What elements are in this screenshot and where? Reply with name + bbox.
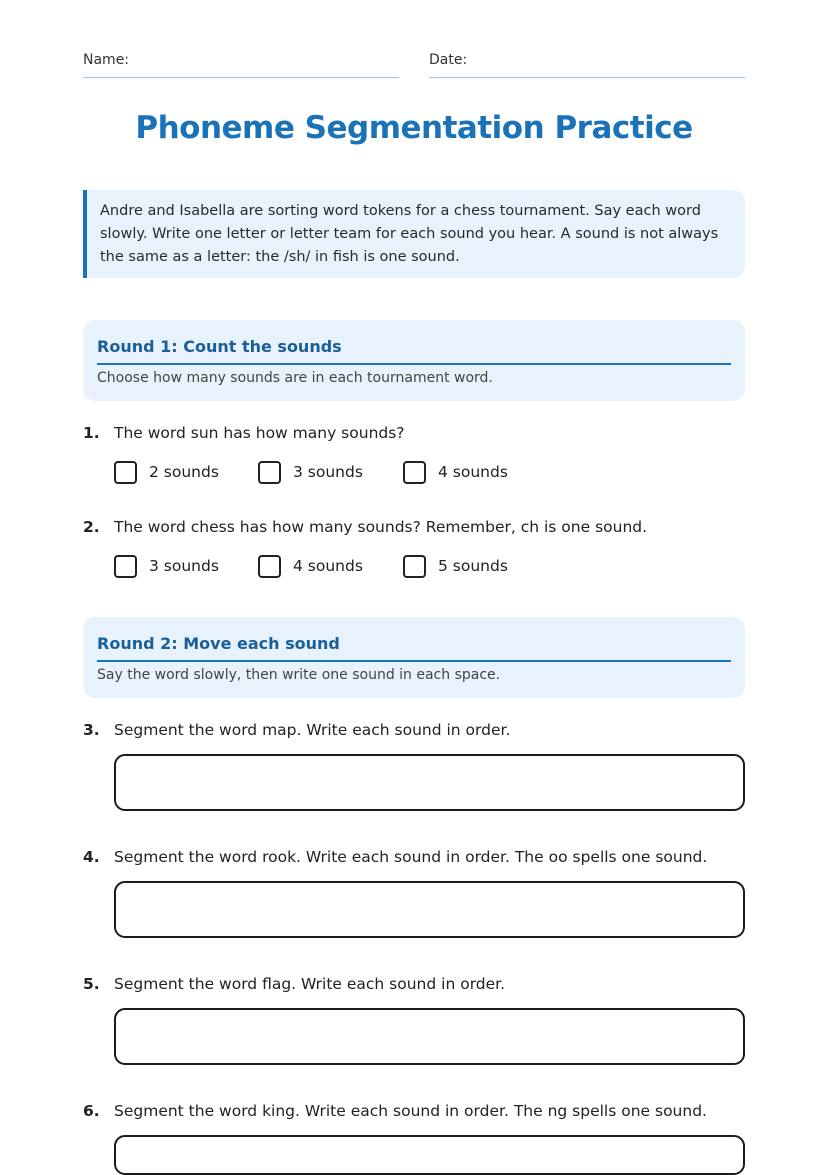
answer-box[interactable]	[114, 754, 745, 811]
option-choice[interactable]	[258, 458, 363, 486]
option-choice[interactable]	[114, 458, 219, 486]
name-field[interactable]	[83, 52, 399, 78]
checkbox[interactable]	[403, 555, 426, 578]
answer-box[interactable]	[114, 1008, 745, 1065]
round-description: Say the word slowly, then write one sound in each space.	[97, 667, 501, 683]
round-description: Choose how many sounds are in each tournament word.	[97, 370, 493, 386]
question-number: 5.	[83, 975, 100, 993]
date-field[interactable]	[429, 52, 745, 78]
name-label: Name:	[83, 52, 130, 68]
checkbox[interactable]	[258, 555, 281, 578]
question-text: Segment the word rook. Write each sound in order. The oo spells one sound.	[114, 848, 708, 866]
round-2-header	[83, 617, 745, 698]
option-label: 4 sounds	[438, 463, 508, 481]
option-choice[interactable]	[114, 552, 219, 580]
answer-options	[114, 458, 714, 486]
option-label: 3 sounds	[149, 557, 219, 575]
round-title: Round 2: Move each sound	[97, 631, 731, 662]
checkbox[interactable]	[258, 461, 281, 484]
checkbox[interactable]	[114, 461, 137, 484]
question-text: The word chess has how many sounds? Remember, ch is one sound.	[114, 518, 648, 536]
option-choice[interactable]	[258, 552, 363, 580]
question-number: 2.	[83, 518, 100, 536]
round-title: Round 1: Count the sounds	[97, 334, 731, 365]
option-label: 4 sounds	[293, 557, 363, 575]
question-text: Segment the word map. Write each sound in order.	[114, 721, 511, 739]
option-label: 5 sounds	[438, 557, 508, 575]
option-choice[interactable]	[403, 458, 508, 486]
question-number: 3.	[83, 721, 100, 739]
checkbox[interactable]	[403, 461, 426, 484]
header-fields	[83, 52, 745, 78]
answer-box[interactable]	[114, 881, 745, 938]
answer-options	[114, 552, 714, 580]
question-text: Segment the word king. Write each sound in order. The ng spells one sound.	[114, 1102, 707, 1120]
question-text: The word sun has how many sounds?	[114, 424, 405, 442]
question-number: 6.	[83, 1102, 100, 1120]
intro-callout: Andre and Isabella are sorting word tokens for a chess tournament. Say each word slowly. Write one letter or letter team for each sound you hear. A sound is not always the same as a letter: the /sh/ in fish is one sound.	[83, 190, 745, 278]
option-label: 3 sounds	[293, 463, 363, 481]
question-text: Segment the word flag. Write each sound in order.	[114, 975, 506, 993]
date-label: Date:	[429, 52, 468, 68]
option-choice[interactable]	[403, 552, 508, 580]
answer-box[interactable]	[114, 1135, 745, 1175]
question-number: 4.	[83, 848, 100, 866]
option-label: 2 sounds	[149, 463, 219, 481]
checkbox[interactable]	[114, 555, 137, 578]
round-1-header	[83, 320, 745, 401]
page-title: Phoneme Segmentation Practice	[135, 110, 693, 146]
question-number: 1.	[83, 424, 100, 442]
